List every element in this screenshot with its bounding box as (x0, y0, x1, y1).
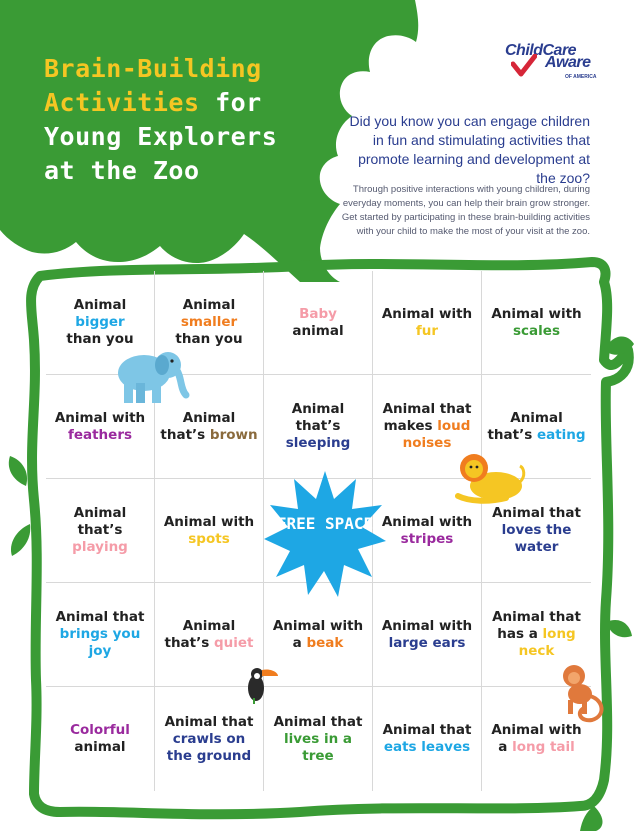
cell-highlight: stripes (400, 530, 454, 547)
childcare-aware-logo (505, 42, 605, 84)
cell-suffix: than you (66, 331, 134, 347)
cell-prefix: Animal (73, 297, 127, 313)
bingo-cell-text (159, 410, 259, 444)
cell-highlight: sleeping (285, 435, 351, 451)
cell-highlight: scales (513, 322, 560, 339)
bingo-cell-text (486, 609, 587, 660)
cell-prefix: Animal with (163, 513, 255, 530)
bingo-cell (373, 271, 482, 375)
cell-highlight: bigger (75, 314, 125, 330)
bingo-cell-text (377, 306, 477, 340)
title-line-2-highlight: Activities (44, 88, 200, 117)
cell-highlight: brown (209, 426, 258, 443)
free-space (264, 469, 386, 599)
bingo-cell-text (159, 514, 259, 548)
bingo-cell-text (268, 714, 368, 765)
cell-prefix: Animal that makes (382, 401, 472, 434)
title-line-4: at the Zoo (44, 156, 200, 185)
cell-highlight: long tail (512, 739, 575, 755)
bingo-cell-text (50, 505, 150, 556)
elephant-icon (110, 345, 190, 405)
cell-highlight: playing (72, 539, 128, 555)
cell-suffix: than you (175, 331, 243, 347)
toucan-icon (244, 664, 280, 704)
cell-prefix: Animal with (491, 305, 582, 322)
free-space-star-icon (264, 469, 386, 599)
cell-prefix: Animal that’s (160, 409, 236, 443)
bingo-cell (155, 479, 264, 583)
bingo-cell (373, 687, 482, 791)
cell-prefix: Animal with (381, 513, 473, 530)
cell-prefix: Animal with (381, 617, 473, 634)
monkey-icon (556, 660, 610, 726)
bingo-cell-text (159, 297, 259, 348)
cell-highlight: crawls on the ground (166, 730, 252, 764)
bingo-cell-text (70, 722, 130, 756)
bingo-cell-text (50, 410, 150, 444)
bingo-cell-text (292, 306, 343, 340)
cell-highlight: eating (536, 426, 586, 443)
bingo-cell-text (377, 618, 477, 652)
cell-prefix: Animal that (55, 609, 145, 625)
cell-prefix: Animal with (54, 409, 146, 426)
bingo-cell (46, 687, 155, 791)
cell-highlight: eats leaves (383, 739, 471, 755)
page-title (44, 52, 277, 188)
bingo-cell (46, 479, 155, 583)
lion-icon (450, 452, 526, 508)
logo-line-3: OF AMERICA (565, 74, 597, 80)
cell-suffix: animal (74, 739, 126, 755)
cell-highlight: beak (306, 634, 344, 651)
cell-highlight: feathers (67, 426, 133, 443)
cell-prefix: Animal that has a (492, 609, 581, 642)
bingo-cell-text (486, 722, 587, 756)
cell-prefix: Animal that’s (164, 617, 236, 651)
cell-highlight: large ears (388, 634, 466, 651)
cell-prefix: Animal with (381, 305, 473, 322)
logo-line-2: Aware (545, 54, 591, 71)
cell-highlight: loves the water (501, 522, 572, 555)
bingo-cell-text (50, 297, 150, 348)
cell-highlight: Baby (299, 305, 337, 322)
bingo-cell-text (268, 618, 368, 652)
cell-prefix: Animal (182, 297, 236, 313)
bingo-cell-text (486, 306, 587, 340)
body-paragraph: Through positive interactions with young children, during everyday moments, you can help their brain grow stronger. Get started by participating in these brain-building activities with your child to make the most of your visit at the zoo. (341, 184, 590, 237)
cell-highlight: loud noises (402, 418, 471, 451)
cell-prefix: Animal that (382, 722, 472, 738)
bingo-cell-text (486, 410, 587, 444)
cell-highlight: quiet (213, 634, 254, 651)
cell-prefix: Animal that (164, 713, 254, 730)
bingo-cell (264, 687, 373, 791)
logo-line-1: ChildCare (505, 42, 577, 59)
bingo-cell-text (377, 722, 477, 756)
cell-highlight: Colorful (70, 722, 130, 738)
bingo-cell-text (159, 714, 259, 765)
cell-prefix: Animal with a (491, 722, 582, 755)
cell-highlight: lives in a tree (284, 730, 352, 764)
cell-highlight: spots (188, 530, 230, 547)
cell-prefix: Animal that’s (291, 401, 345, 434)
free-space-label: FREE SPACE (276, 514, 374, 533)
bingo-cell-text (159, 618, 259, 652)
bingo-cell-text (377, 401, 477, 452)
bingo-cell-text (377, 514, 477, 548)
cell-highlight: brings you joy (59, 626, 141, 659)
intro-question: Did you know you can engage children in fun and stimulating activities that promote learning and development at the zoo? (349, 113, 590, 186)
title-line-1: Brain-Building (44, 54, 262, 83)
bingo-cell (264, 271, 373, 375)
cell-prefix: Animal that (273, 713, 363, 730)
bingo-cell-text (268, 401, 368, 452)
vine-leaf (11, 524, 30, 556)
cell-prefix: Animal that’s (73, 505, 127, 538)
cell-highlight: smaller (180, 314, 238, 330)
checkmark-icon (511, 54, 537, 78)
cell-prefix: Animal with a (272, 617, 364, 651)
title-line-2-rest: for (199, 88, 262, 117)
bingo-cell-text (50, 609, 150, 660)
cell-prefix: Animal that’s (487, 409, 563, 443)
cell-highlight: long neck (518, 626, 576, 659)
cell-prefix: Animal that (492, 505, 581, 521)
bingo-cell (46, 583, 155, 687)
cell-suffix: animal (292, 322, 344, 339)
cell-highlight: fur (415, 322, 439, 339)
title-line-3: Young Explorers (44, 122, 278, 151)
bingo-cell (482, 271, 591, 375)
bingo-cell (264, 375, 373, 479)
vine-leaf (9, 456, 27, 486)
bingo-cell-text (486, 505, 587, 556)
bingo-cell (373, 583, 482, 687)
